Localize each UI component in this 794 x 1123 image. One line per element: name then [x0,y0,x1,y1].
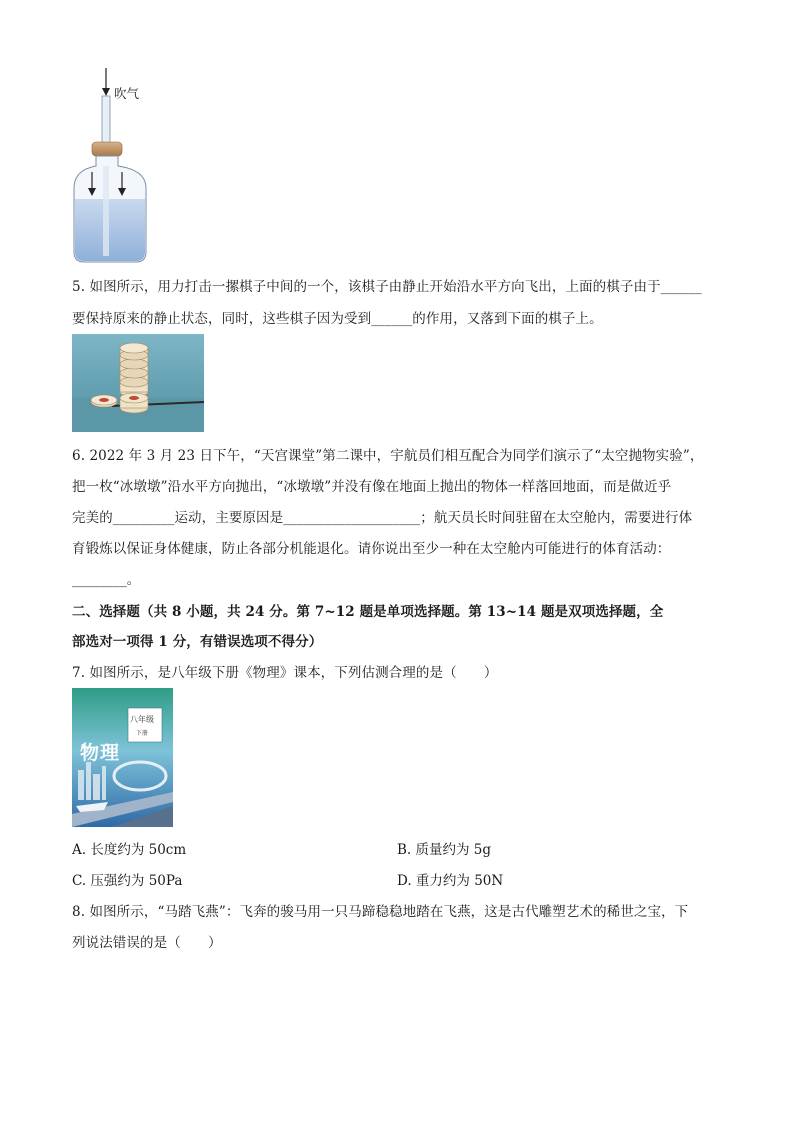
q8-line1: 8. 如图所示，“马踏飞燕”：飞奔的骏马用一只马蹄稳稳地踏在飞燕，这是古代雕塑艺术的稀世之宝，下 [72,904,689,920]
book-volume: 下册 [136,730,149,737]
textbook-cover [72,688,173,827]
q6-line5: ________。 [72,572,141,588]
chess-stack-photo [72,334,204,432]
q8-line2: 列说法错误的是（ ） [72,935,222,951]
q7-option-a[interactable]: A. 长度约为 50cm [72,842,187,858]
q6-line2: 把一枚“冰墩墩”沿水平方向抛出，“冰墩墩”并没有像在地面上抛出的物体一样落回地面，而是做近乎 [72,479,672,495]
q5-line1: 5. 如图所示，用力打击一摞棋子中间的一个，该棋子由静止开始沿水平方向飞出，上面的棋子由于______ [72,279,702,295]
q6-line4: 育锻炼以保证身体健康，防止各部分机能退化。请你说出至少一种在太空舱内可能进行的体育活动： [72,541,671,557]
section2-heading-line1: 二、选择题（共 8 小题，共 24 分。第 7~12 题是单项选择题。第 13~14 题是双项选择题，全 [72,604,664,620]
q6-line1: 6. 2022 年 3 月 23 日下午，“天宫课堂”第二课中，宇航员们相互配合为同学们演示了“太空抛物实验”， [72,448,704,464]
book-title: 物理 [80,742,121,764]
book-grade: 八年级 [130,715,154,724]
q6-line3: 完美的_________运动，主要原因是____________________；航天员长时间驻留在太空舱内，需要进行体 [72,510,693,526]
q7-option-b[interactable]: B. 质量约为 5g [397,842,492,858]
blow-label: 吹气 [114,86,140,101]
q7-stem: 7. 如图所示，是八年级下册《物理》课本，下列估测合理的是（ ） [72,665,498,681]
q7-option-c[interactable]: C. 压强约为 50Pa [72,873,183,889]
q5-line2: 要保持原来的静止状态，同时，这些棋子因为受到______的作用，又落到下面的棋子上。 [72,311,603,327]
section2-heading-line2: 部选对一项得 1 分，有错误选项不得分） [72,634,323,650]
chess-stack-illustration [72,334,204,432]
q7-option-d[interactable]: D. 重力约为 50N [397,873,504,889]
